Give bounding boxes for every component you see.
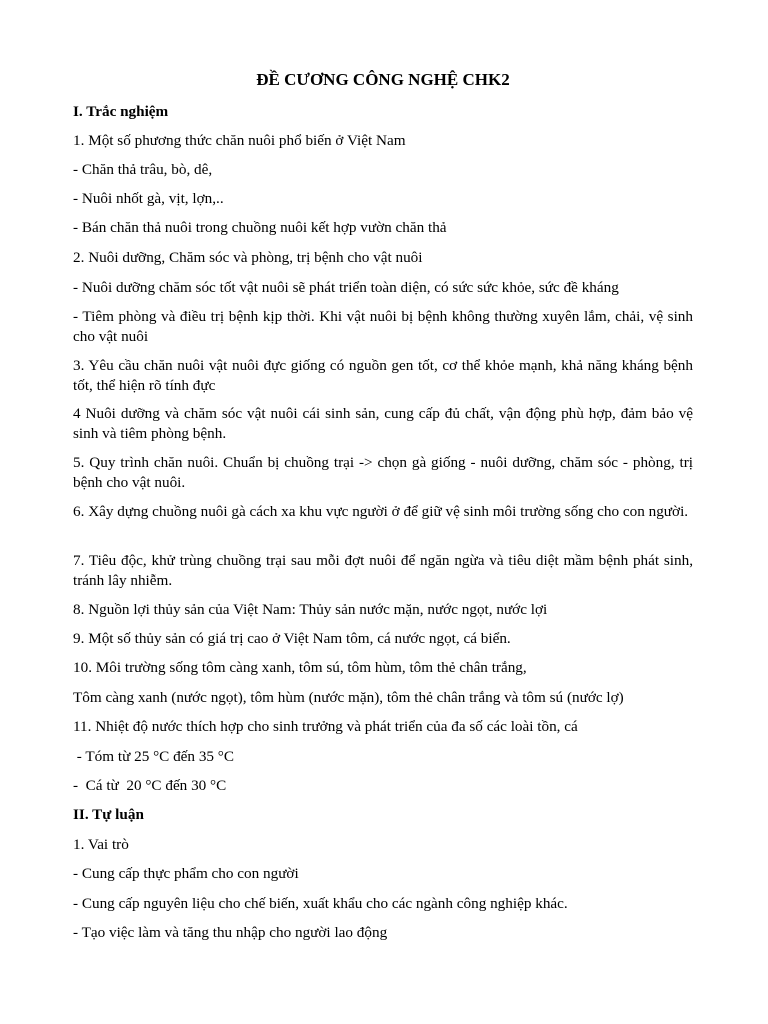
paragraph: Tôm càng xanh (nước ngọt), tôm hùm (nước mặn), tôm thẻ chân trắng và tôm sú (nước lợ) (73, 689, 624, 706)
paragraph: 8. Nguồn lợi thủy sản của Việt Nam: Thủy sản nước mặn, nước ngọt, nước lợi (73, 601, 548, 618)
paragraph: 6. Xây dựng chuồng nuôi gà cách xa khu vực người ở để giữ vệ sinh môi trường sống cho con người. (73, 503, 689, 520)
paragraph: 2. Nuôi dưỡng, Chăm sóc và phòng, trị bệnh cho vật nuôi (73, 249, 423, 266)
section-heading-trac-nghiem: I. Trắc nghiệm (73, 103, 169, 120)
paragraph: - Tạo việc làm và tăng thu nhập cho người lao động (73, 924, 388, 941)
paragraph: 10. Môi trường sống tôm càng xanh, tôm sú, tôm hùm, tôm thẻ chân trắng, (73, 659, 527, 676)
paragraph: 1. Một số phương thức chăn nuôi phổ biến ở Việt Nam (73, 132, 406, 149)
paragraph: 5. Quy trình chăn nuôi. Chuẩn bị chuồng trại -> chọn gà giống - nuôi dưỡng, chăm sóc - phòng, trị bệnh cho vật nuôi. (73, 454, 693, 491)
paragraph: 7. Tiêu độc, khử trùng chuồng trại sau mỗi đợt nuôi để ngăn ngừa và tiêu diệt mầm bệnh phát sinh, tránh lây nhiễm. (73, 552, 693, 589)
paragraph: 1. Vai trò (73, 836, 129, 853)
paragraph: 4 Nuôi dưỡng và chăm sóc vật nuôi cái sinh sản, cung cấp đủ chất, vận động phù hợp, đảm bảo vệ sinh và tiêm phòng bệnh. (73, 405, 693, 442)
paragraph: - Nuôi dưỡng chăm sóc tốt vật nuôi sẽ phát triển toàn diện, có sức sức khỏe, sức đề kháng (73, 279, 619, 296)
paragraph: - Bán chăn thả nuôi trong chuồng nuôi kết hợp vườn chăn thả (73, 219, 447, 236)
paragraph: 9. Một số thủy sản có giá trị cao ở Việt Nam tôm, cá nước ngọt, cá biển. (73, 630, 511, 647)
section-heading-tu-luan: II. Tự luận (73, 806, 144, 823)
paragraph: - Chăn thả trâu, bò, dê, (73, 161, 213, 178)
paragraph: 11. Nhiệt độ nước thích hợp cho sinh trưởng và phát triển của đa số các loài tồn, cá (73, 718, 578, 735)
paragraph: - Tiêm phòng và điều trị bệnh kịp thời. Khi vật nuôi bị bệnh không thường xuyên lắm, chải, vệ sinh cho vật nuôi (73, 308, 693, 345)
document-title: ĐỀ CƯƠNG CÔNG NGHỆ CHK2 (256, 70, 510, 89)
paragraph: - Cung cấp thực phẩm cho con người (73, 865, 299, 882)
paragraph: - Tóm từ 25 °C đến 35 °C (73, 748, 235, 765)
paragraph: - Nuôi nhốt gà, vịt, lợn,.. (73, 190, 224, 207)
paragraph: 3. Yêu cầu chăn nuôi vật nuôi đực giống có nguồn gen tốt, cơ thể khỏe mạnh, khả năng kháng bệnh tốt, thể hiện rõ tính đực (73, 357, 693, 394)
paragraph: - Cung cấp nguyên liệu cho chế biến, xuất khẩu cho các ngành công nghiệp khác. (73, 895, 568, 912)
paragraph: - Cá từ 20 °C đến 30 °C (73, 777, 227, 794)
